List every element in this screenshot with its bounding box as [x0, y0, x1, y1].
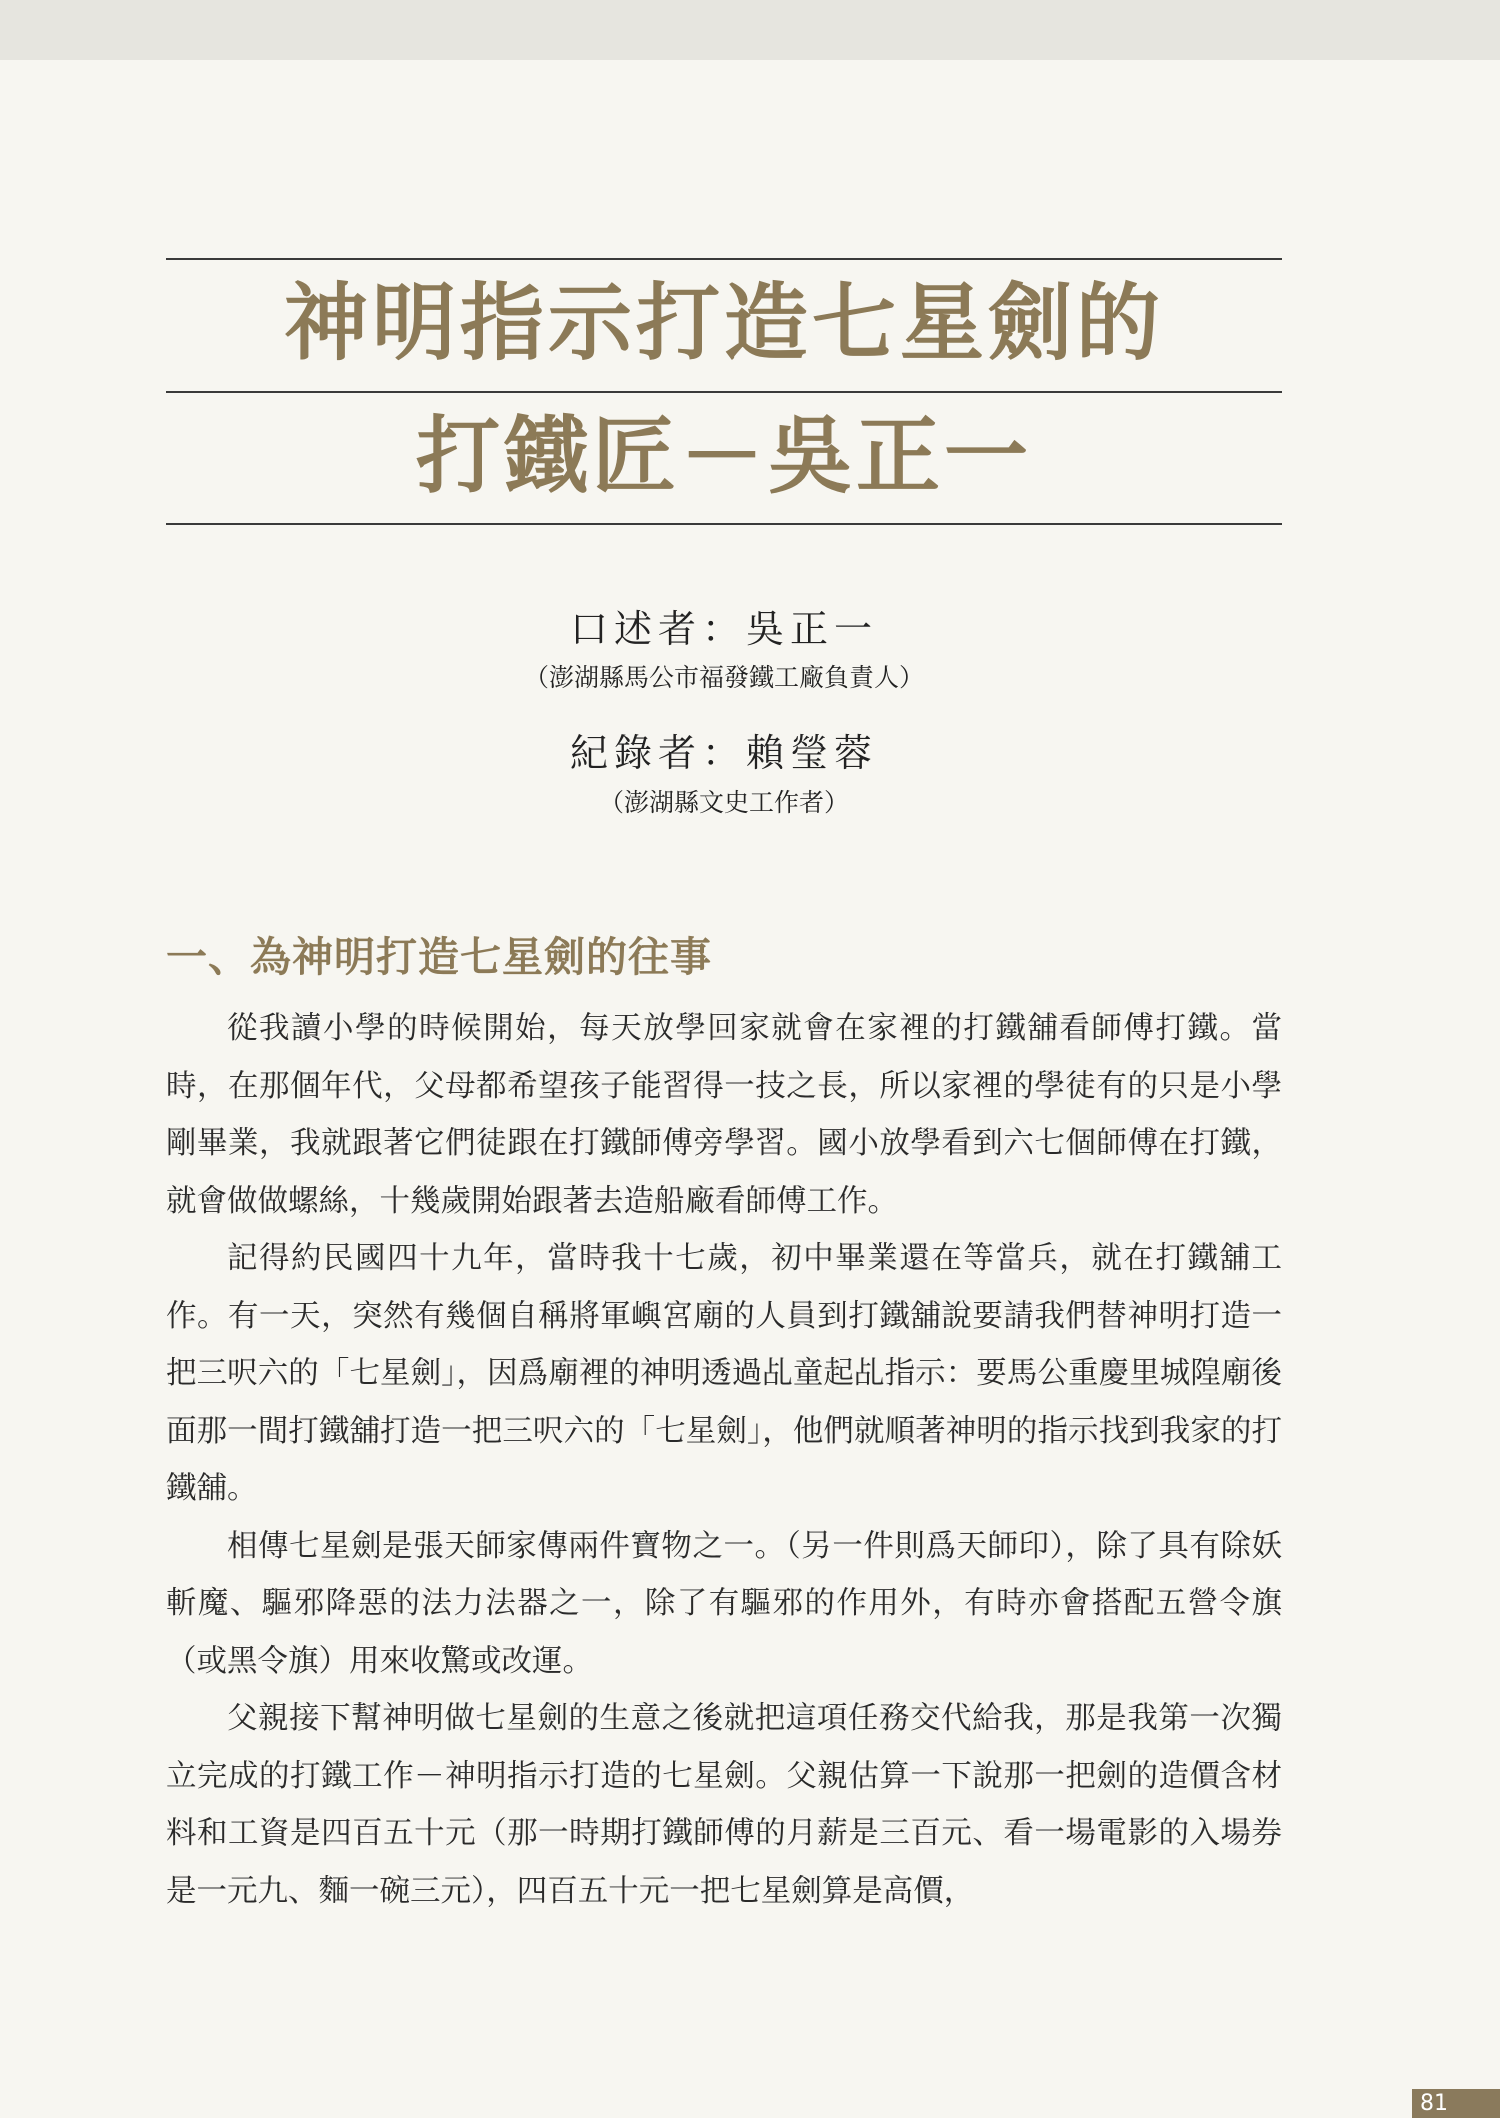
paragraph-3: 相傳七星劍是張天師家傳兩件寶物之一。（另一件則爲天師印），除了具有除妖斬魔、驅邪降惡的法力法器之一，除了有驅邪的作用外，有時亦會搭配五營令旗（或黑令旗）用來收驚或改運。 — [166, 1528, 1282, 1679]
title-line-2: 打鐵匠－吳正一 — [415, 406, 1032, 505]
section-heading: 一、為神明打造七星劍的往事 — [166, 933, 712, 981]
narrator-credit: 口述者：吳正一 — [569, 607, 878, 651]
title-rule-bottom — [166, 523, 1282, 525]
paragraph-4: 父親接下幫神明做七星劍的生意之後就把這項任務交代給我，那是我第一次獨立完成的打鐵工作－神明指示打造的七星劍。父親估算一下說那一把劍的造價含材料和工資是四百五十元（那一時期打鐵師傅的月薪是三百元、看一場電影的入場券是一元九、麵一碗三元），四百五十元一把七星劍算是高價， — [166, 1701, 1282, 1909]
page-number: 81 — [1412, 2089, 1500, 2118]
scan-top-band — [0, 0, 1500, 60]
recorder-credit: 紀錄者：賴瑩蓉 — [569, 731, 878, 775]
narrator-role: （澎湖縣馬公市福發鐵工廠負責人） — [523, 663, 924, 692]
body-text — [166, 1000, 1282, 1920]
title-rule-middle — [166, 391, 1282, 393]
title-line-1: 神明指示打造七星劍的 — [283, 273, 1164, 372]
paragraph-2: 記得約民國四十九年，當時我十七歲，初中畢業還在等當兵，就在打鐵舖工作。有一天，突然有幾個自稱將軍嶼宮廟的人員到打鐵舖說要請我們替神明打造一把三呎六的「七星劍」，因爲廟裡的神明透過乩童起乩指示：要馬公重慶里城隍廟後面那一間打鐵舖打造一把三呎六的「七星劍」，他們就順著神明的指示找到我家的打鐵舖。 — [166, 1241, 1282, 1506]
title-rule-top — [166, 258, 1282, 260]
recorder-role: （澎湖縣文史工作者） — [598, 788, 849, 817]
paragraph-1: 從我讀小學的時候開始，每天放學回家就會在家裡的打鐵舖看師傅打鐵。當時，在那個年代，父母都希望孩子能習得一技之長，所以家裡的學徒有的只是小學剛畢業，我就跟著它們徒跟在打鐵師傅旁學習。國小放學看到六七個師傅在打鐵，就會做做螺絲，十幾歲開始跟著去造船廠看師傅工作。 — [166, 1011, 1282, 1219]
